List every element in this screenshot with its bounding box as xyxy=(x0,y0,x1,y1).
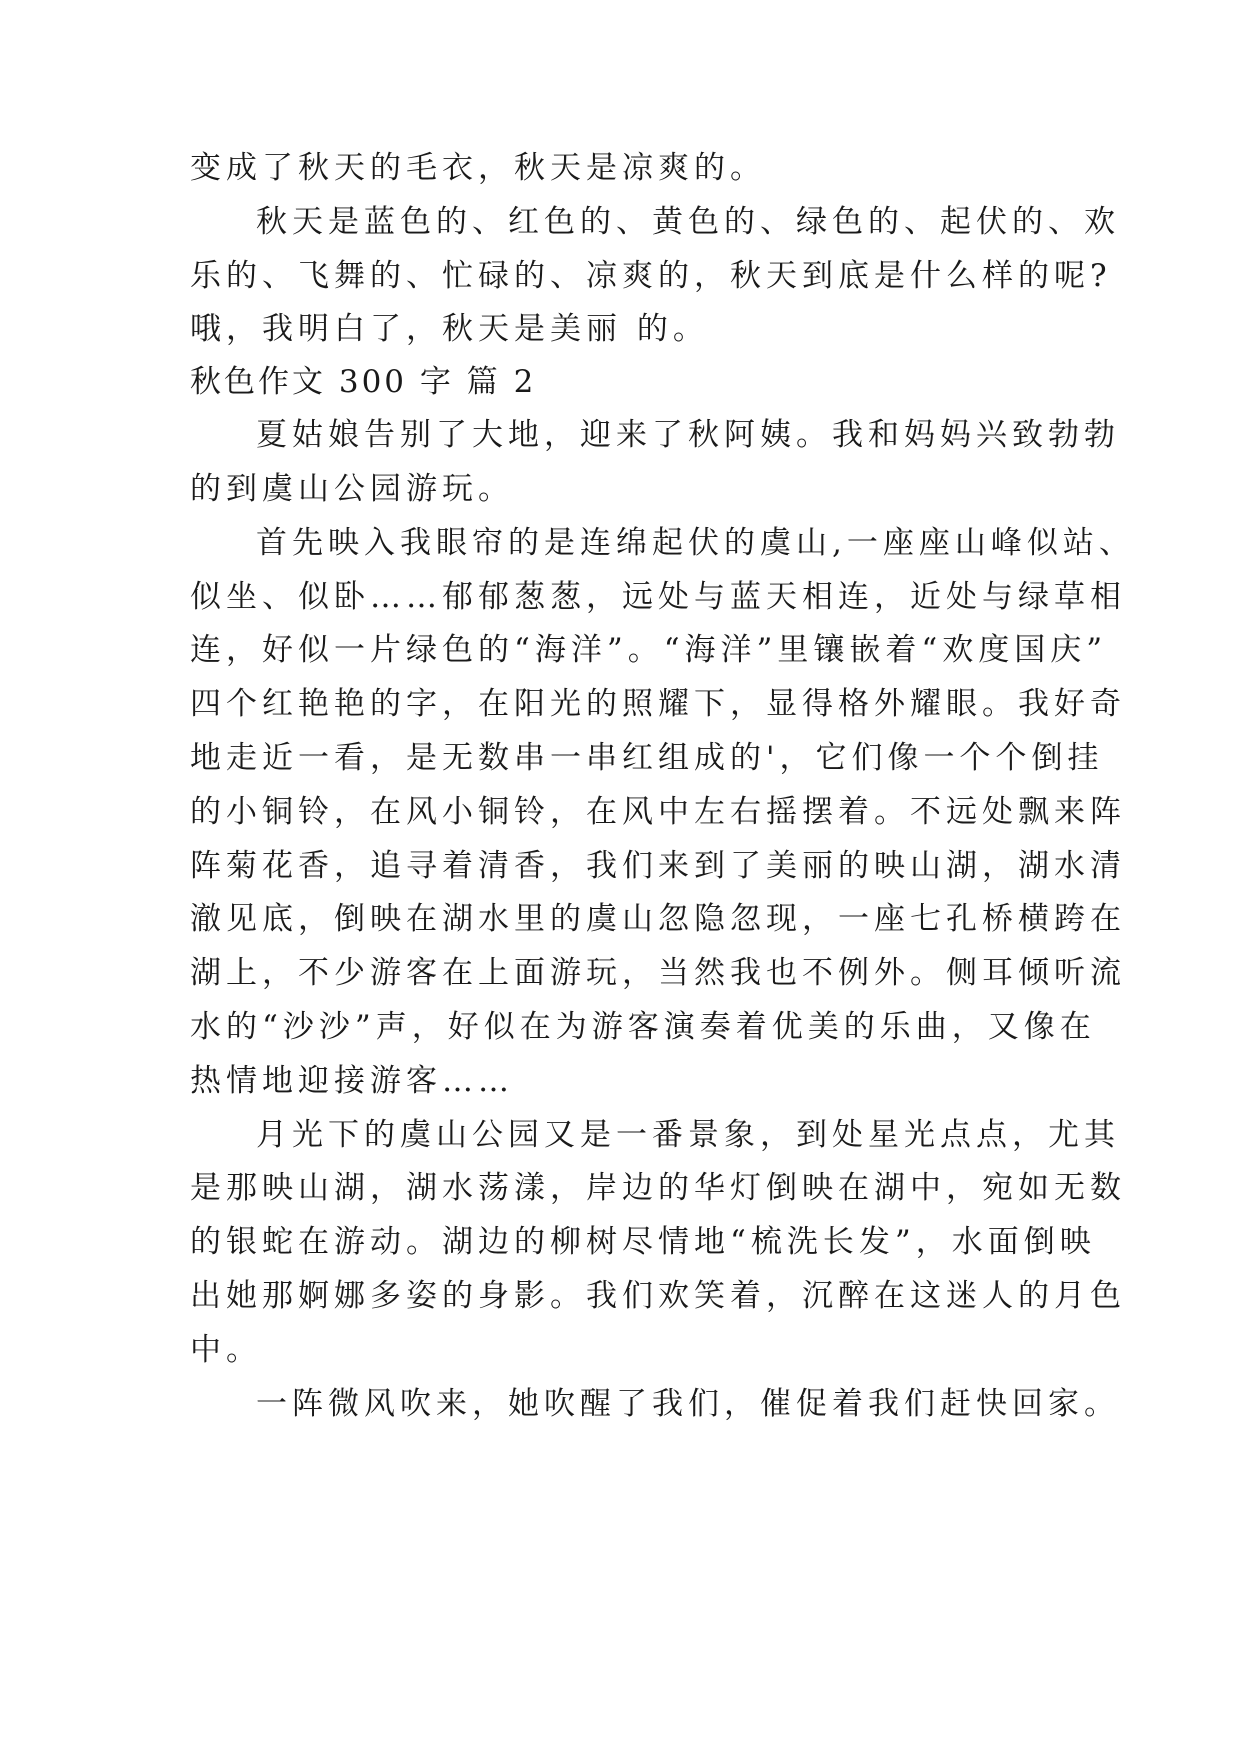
paragraph-first-line: 一阵微风吹来，她吹醒了我们，催促着我们赶快回家。 xyxy=(256,1386,1120,1422)
text-line: 阵菊花香，追寻着清香，我们来到了美丽的映山湖，湖水清 xyxy=(190,848,1126,884)
text-line: 似坐、似卧……郁郁葱葱，远处与蓝天相连，近处与绿草相 xyxy=(190,579,1126,615)
text-line: 出她那婀娜多姿的身影。我们欢笑着，沉醉在这迷人的月色 xyxy=(190,1278,1126,1314)
text-line: 的到虞山公园游玩。 xyxy=(190,471,514,507)
text-line: 变成了秋天的毛衣，秋天是凉爽的。 xyxy=(190,150,766,186)
paragraph-first-line: 夏姑娘告别了大地，迎来了秋阿姨。我和妈妈兴致勃勃 xyxy=(256,417,1120,453)
text-line: 热情地迎接游客…… xyxy=(190,1063,514,1099)
text-line: 地走近一看，是无数串一串红组成的'，它们像一个个倒挂 xyxy=(190,740,1104,776)
text-line: 乐的、飞舞的、忙碌的、凉爽的，秋天到底是什么样的呢? xyxy=(190,258,1112,294)
text-line: 的银蛇在游动。湖边的柳树尽情地“梳洗长发”，水面倒映 xyxy=(190,1224,1096,1260)
text-line: 水的“沙沙”声，好似在为游客演奏着优美的乐曲，又像在 xyxy=(190,1009,1096,1045)
text-line: 澈见底，倒映在湖水里的虞山忽隐忽现，一座七孔桥横跨在 xyxy=(190,901,1126,937)
text-line: 哦，我明白了，秋天是美丽 的。 xyxy=(190,311,709,347)
text-line: 湖上，不少游客在上面游玩，当然我也不例外。侧耳倾听流 xyxy=(190,955,1126,991)
paragraph-first-line: 首先映入我眼帘的是连绵起伏的虞山,一座座山峰似站、 xyxy=(256,525,1135,561)
text-line: 四个红艳艳的字，在阳光的照耀下，显得格外耀眼。我好奇 xyxy=(190,686,1126,722)
text-line: 连，好似一片绿色的“海洋”。“海洋”里镶嵌着“欢度国庆” xyxy=(190,632,1108,668)
section-heading: 秋色作文 300 字 篇 2 xyxy=(190,364,537,400)
text-line: 的小铜铃，在风小铜铃，在风中左右摇摆着。不远处飘来阵 xyxy=(190,794,1126,830)
paragraph-first-line: 秋天是蓝色的、红色的、黄色的、绿色的、起伏的、欢 xyxy=(256,204,1120,240)
text-line: 中。 xyxy=(190,1332,262,1368)
paragraph-first-line: 月光下的虞山公园又是一番景象，到处星光点点，尤其 xyxy=(256,1117,1120,1153)
text-line: 是那映山湖，湖水荡漾，岸边的华灯倒映在湖中，宛如无数 xyxy=(190,1170,1126,1206)
